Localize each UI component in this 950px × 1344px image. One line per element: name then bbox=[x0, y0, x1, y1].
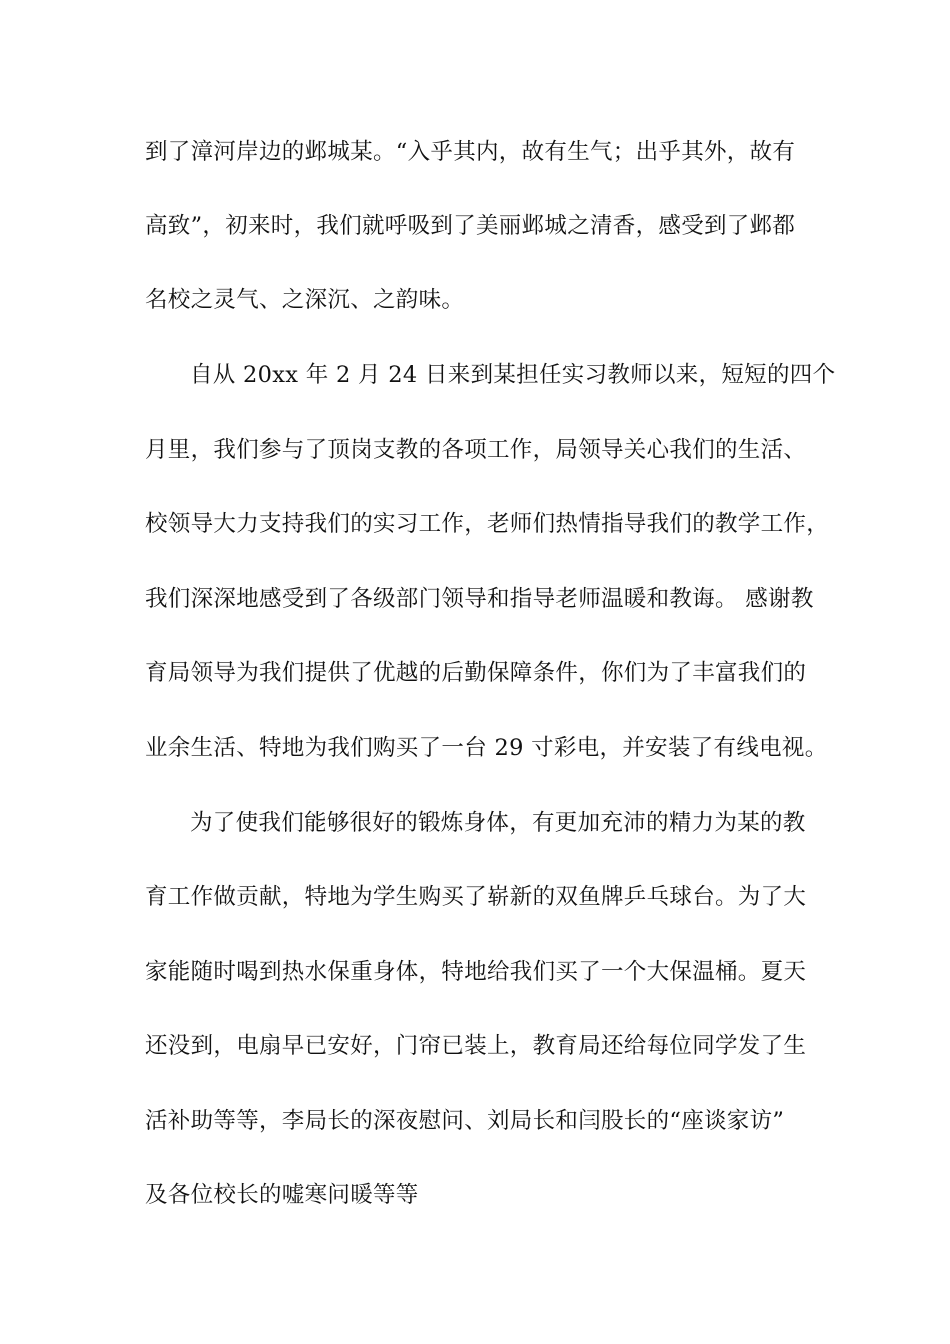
text-line-7: 我们深深地感受到了各级部门领导和指导老师温暖和教诲。 感谢教 bbox=[145, 586, 814, 612]
text-line-9: 业余生活、特地为我们购买了一台 29 寸彩电，并安装了有线电视。 bbox=[145, 735, 828, 761]
text-line-1: 到了漳河岸边的邺城某。“入乎其内，故有生气；出乎其外，故有 bbox=[145, 139, 796, 165]
text-line-13: 还没到，电扇早已安好，门帘已装上，教育局还给每位同学发了生 bbox=[145, 1033, 807, 1059]
text-line-4: 自从 20xx 年 2 月 24 日来到某担任实习教师以来，短短的四个 bbox=[190, 362, 836, 388]
text-line-12: 家能随时喝到热水保重身体，特地给我们买了一个大保温桶。夏天 bbox=[145, 959, 807, 985]
text-line-2: 高致”，初来时，我们就呼吸到了美丽邺城之清香，感受到了邺都 bbox=[145, 213, 796, 239]
text-line-3: 名校之灵气、之深沉、之韵味。 bbox=[145, 287, 465, 313]
text-line-5: 月里，我们参与了顶岗支教的各项工作，局领导关心我们的生活、 bbox=[145, 437, 807, 463]
text-line-11: 育工作做贡献，特地为学生购买了崭新的双鱼牌乒乓球台。为了大 bbox=[145, 884, 807, 910]
text-line-6: 校领导大力支持我们的实习工作，老师们热情指导我们的教学工作， bbox=[145, 511, 830, 537]
text-line-15: 及各位校长的嘘寒问暖等等 bbox=[145, 1182, 419, 1208]
text-line-14: 活补助等等，李局长的深夜慰问、刘局长和闫股长的“座谈家访” bbox=[145, 1108, 785, 1134]
text-line-10: 为了使我们能够很好的锻炼身体，有更加充沛的精力为某的教 bbox=[190, 810, 806, 836]
text-line-8: 育局领导为我们提供了优越的后勤保障条件，你们为了丰富我们的 bbox=[145, 660, 807, 686]
